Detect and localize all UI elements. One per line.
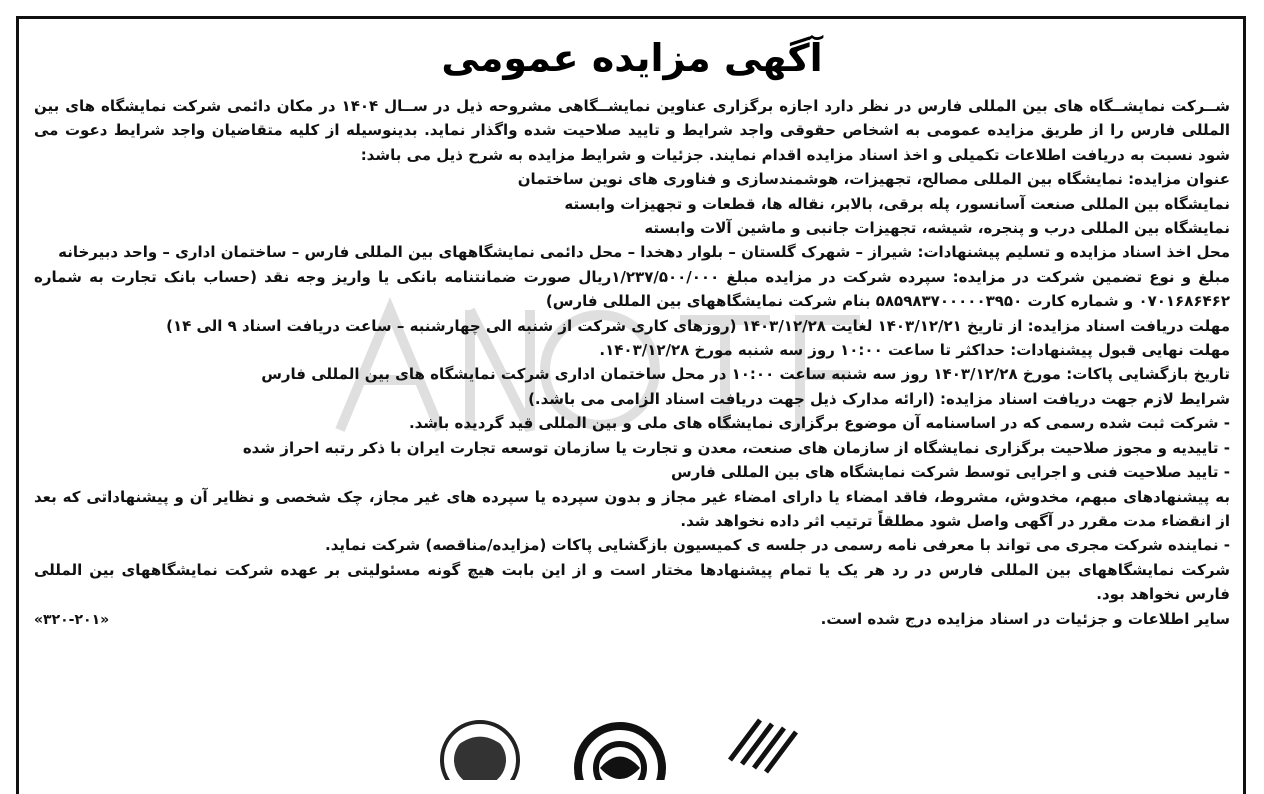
documents-location-line: محل اخذ اسناد مزایده و تسلیم پیشنهادات: شیراز – شهرک گلستان – بلوار دهخدا – محل دائمی نمایشگاههای بین المللی فارس – ساختمان اداری – واحد دبیرخانه <box>58 243 1230 262</box>
fair-emblem-icon <box>578 726 662 780</box>
rights-clause: شرکت نمایشگاههای بین المللی فارس در رد هر یک یا تمام پیشنهادها مختار است و از این بابت هیچ گونه مسئولیتی بر عهده شرکت نمایشگاههای بین المللی فارس نخواهد بود. <box>34 560 1230 604</box>
representative-clause: - نماینده شرکت مجری می تواند با معرفی نامه رسمی در جلسه ی کمیسیون بازگشایی پاکات (مزایده/مناقصه) شرکت نماید. <box>325 536 1230 555</box>
requirement-item: - شرکت ثبت شده رسمی که در اساسنامه آن موضوع برگزاری نمایشگاه های ملی و بین المللی قید گردیده باشد. <box>408 414 1230 433</box>
rejection-clause: به پیشنهادهای مبهم، مخدوش، مشروط، فاقد امضاء یا دارای امضاء غیر مجاز و بدون سپرده یا سپرده های غیر مجاز، چک شخصی و نظایر آن و پیشنهاداتی که بعد از انقضاء مدت مقرر در آگهی واصل شود مطلقاً ترتیب اثر داده نخواهد شد. <box>34 487 1230 530</box>
guarantee-line: مبلغ و نوع تضمین شرکت در مزایده: سپرده شرکت در مزایده مبلغ ۱/۲۳۷/۵۰۰/۰۰۰ریال صورت ضمانتنامه بانکی یا واریز وجه نقد (حساب بانک تجارت به شماره ۰۷۰۱۶۸۶۴۶۲ و شماره کارت ۵۸۵۹۸۳۷۰۰۰۰۰۳۹۵۰ بنام شرکت نمایشگاههای بین المللی فارس) <box>34 267 1230 311</box>
requirement-item: - تایید صلاحیت فنی و اجرایی توسط شرکت نمایشگاه های بین المللی فارس <box>671 463 1230 482</box>
final-deadline-line: مهلت نهایی قبول پیشنهادات: حداکثر تا ساعت ۱۰:۰۰ روز سه شنبه مورخ ۱۴۰۳/۱۲/۲۸. <box>599 341 1230 360</box>
reference-code: «۳۲۰-۲۰۱» <box>34 611 110 628</box>
intro-paragraph: شــرکت نمایشــگاه های بین المللی فارس در نظر دارد اجازه برگزاری عناوین نمایشــگاهی مشروحه ذیل در ســال ۱۴۰۴ در مکان دائمی شرکت نمایشگاه های بین المللی فارس را از طریق مزایده عمومی به اشخاص حقوقی واجد شرایط و تایید صلاحیت شده واگذار نماید. بدینوسیله از کلیه متقاضیان واجد شرایط دعوت می شود نسبت به دریافت اطلاعات تکمیلی و اخذ اسناد مزایده اقدام نمایند. جزئیات و شرایط مزایده به شرح ذیل می باشد: <box>34 97 1231 164</box>
closing-line: سایر اطلاعات و جزئیات در اسناد مزایده درج شده است. <box>820 609 1230 628</box>
requirement-item: - تاییدیه و مجوز صلاحیت برگزاری نمایشگاه از سازمان های صنعت، معدن و تجارت یا سازمان توسعه تجارت ایران با ذکر رتبه احراز شده <box>242 438 1230 457</box>
requirements-heading: شرایط لازم جهت دریافت اسناد مزایده: (ارائه مدارک ذیل جهت دریافت اسناد الزامی می باشد.) <box>528 389 1230 408</box>
document-deadline-line: مهلت دریافت اسناد مزایده: از تاریخ ۱۴۰۳/۱۲/۲۱ لغایت ۱۴۰۳/۱۲/۲۸ (روزهای کاری شرکت از شنبه الی چهارشنبه – ساعت دریافت اسناد ۹ الی ۱۴) <box>166 316 1230 335</box>
auction-title-line: عنوان مزایده: نمایشگاه بین المللی مصالح، تجهیزات، هوشمندسازی و فناوری های نوین ساختمان <box>517 170 1230 189</box>
exhibition-elevator-line: نمایشگاه بین المللی صنعت آسانسور، پله برقی، بالابر، نقاله ها، قطعات و تجهیزات وابسته <box>564 194 1230 213</box>
opening-date-line: تاریخ بازگشایی پاکات: مورخ ۱۴۰۳/۱۲/۲۸ روز سه شنبه ساعت ۱۰:۰۰ در محل ساختمان اداری شرکت نمایشگاه های بین المللی فارس <box>261 365 1230 384</box>
notice-body <box>34 94 1230 632</box>
certification-seal-icon <box>442 722 518 780</box>
exhibition-door-window-line: نمایشگاه بین المللی درب و پنجره، شیشه، تجهیزات جانبی و ماشین آلات وابسته <box>644 219 1230 238</box>
closing-row <box>34 607 1230 632</box>
notice-title: آگهی مزایده عمومی <box>441 36 823 80</box>
company-mark-icon <box>730 720 796 772</box>
sponsor-logos <box>430 690 810 780</box>
